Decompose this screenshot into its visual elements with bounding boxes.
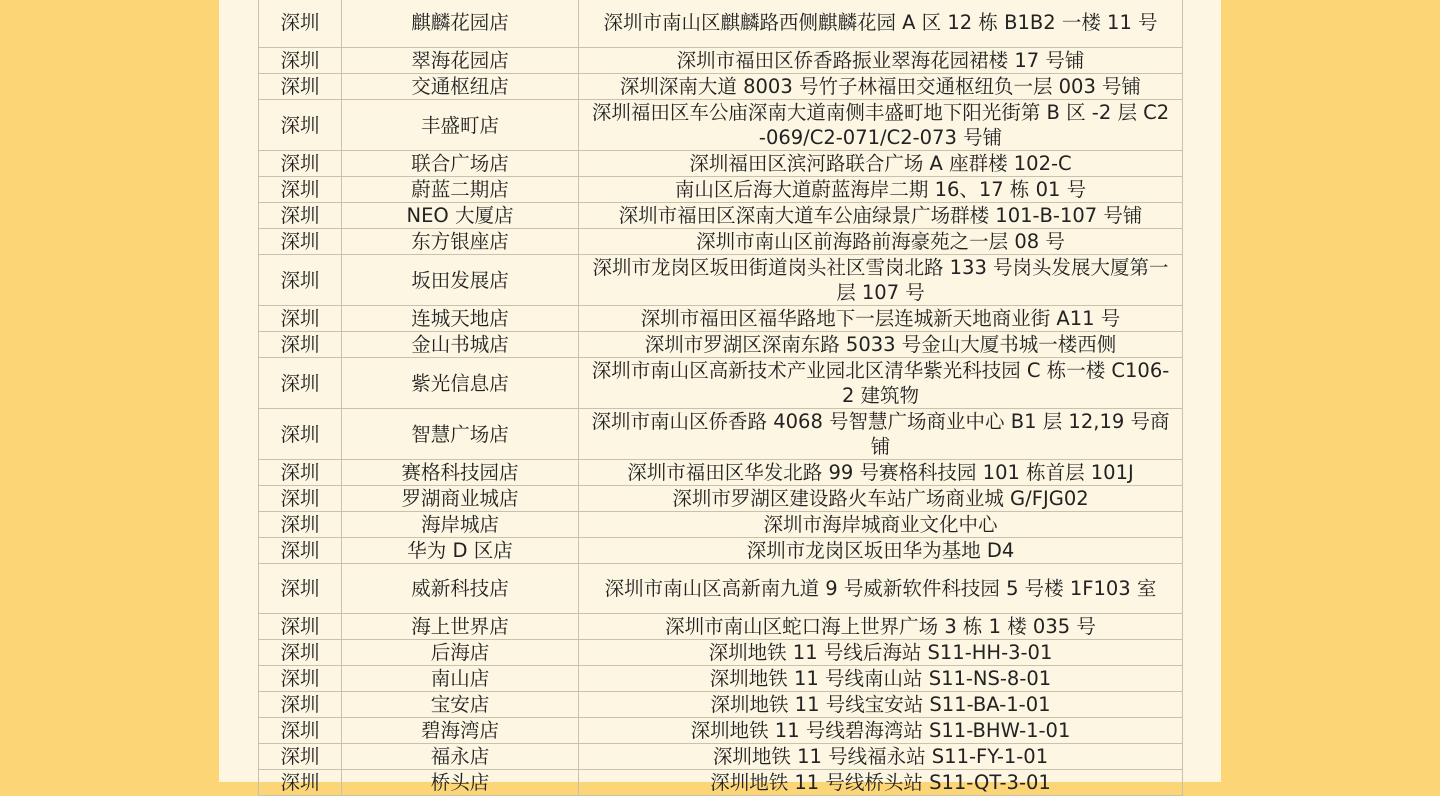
address-cell: 深圳地铁 11 号线福永站 S11-FY-1-01 [579,744,1183,770]
city-cell: 深圳 [259,486,342,512]
city-cell: 深圳 [259,332,342,358]
table-row [259,177,1183,203]
store-name-cell: 海岸城店 [342,512,579,538]
store-name-cell: 联合广场店 [342,151,579,177]
store-name-cell: 紫光信息店 [342,358,579,409]
city-cell: 深圳 [259,614,342,640]
table-row [259,564,1183,614]
table-row [259,100,1183,151]
store-name-cell: 赛格科技园店 [342,460,579,486]
address-cell: 深圳市福田区华发北路 99 号赛格科技园 101 栋首层 101J [579,460,1183,486]
store-name-cell: 福永店 [342,744,579,770]
city-cell: 深圳 [259,460,342,486]
city-cell: 深圳 [259,538,342,564]
table-row [259,614,1183,640]
address-cell: 深圳地铁 11 号线桥头站 S11-QT-3-01 [579,770,1183,796]
city-cell: 深圳 [259,255,342,306]
store-name-cell: 华为 D 区店 [342,538,579,564]
city-cell: 深圳 [259,151,342,177]
table-row [259,512,1183,538]
address-cell: 深圳地铁 11 号线宝安站 S11-BA-1-01 [579,692,1183,718]
table-row [259,538,1183,564]
address-cell: 深圳市南山区侨香路 4068 号智慧广场商业中心 B1 层 12,19 号商铺 [579,409,1183,460]
table-row [259,640,1183,666]
address-cell: 深圳市南山区麒麟路西侧麒麟花园 A 区 12 栋 B1B2 一楼 11 号 [579,0,1183,48]
store-name-cell: 后海店 [342,640,579,666]
table-row [259,692,1183,718]
store-table [258,0,1183,796]
table-row [259,358,1183,409]
address-cell: 深圳市海岸城商业文化中心 [579,512,1183,538]
city-cell: 深圳 [259,744,342,770]
address-cell: 深圳市罗湖区建设路火车站广场商业城 G/FJG02 [579,486,1183,512]
store-name-cell: 碧海湾店 [342,718,579,744]
table-row [259,744,1183,770]
address-cell: 深圳市罗湖区深南东路 5033 号金山大厦书城一楼西侧 [579,332,1183,358]
city-cell: 深圳 [259,177,342,203]
city-cell: 深圳 [259,74,342,100]
city-cell: 深圳 [259,512,342,538]
city-cell: 深圳 [259,203,342,229]
store-name-cell: 连城天地店 [342,306,579,332]
store-table-body [259,0,1183,796]
city-cell: 深圳 [259,48,342,74]
city-cell: 深圳 [259,640,342,666]
store-name-cell: 麒麟花园店 [342,0,579,48]
city-cell: 深圳 [259,358,342,409]
store-name-cell: 东方银座店 [342,229,579,255]
address-cell: 深圳地铁 11 号线碧海湾站 S11-BHW-1-01 [579,718,1183,744]
store-name-cell: 金山书城店 [342,332,579,358]
city-cell: 深圳 [259,306,342,332]
address-cell: 深圳福田区滨河路联合广场 A 座群楼 102-C [579,151,1183,177]
address-cell: 深圳地铁 11 号线后海站 S11-HH-3-01 [579,640,1183,666]
store-name-cell: 丰盛町店 [342,100,579,151]
store-name-cell: NEO 大厦店 [342,203,579,229]
address-cell: 深圳地铁 11 号线南山站 S11-NS-8-01 [579,666,1183,692]
address-cell: 深圳市南山区高新南九道 9 号威新软件科技园 5 号楼 1F103 室 [579,564,1183,614]
document-page [219,0,1221,794]
table-row [259,460,1183,486]
address-cell: 深圳市福田区侨香路振业翠海花园裙楼 17 号铺 [579,48,1183,74]
city-cell: 深圳 [259,100,342,151]
store-name-cell: 智慧广场店 [342,409,579,460]
address-cell: 深圳福田区车公庙深南大道南侧丰盛町地下阳光街第 B 区 -2 层 C2-069/C2-071/C2-073 号铺 [579,100,1183,151]
city-cell: 深圳 [259,0,342,48]
store-name-cell: 蔚蓝二期店 [342,177,579,203]
store-name-cell: 桥头店 [342,770,579,796]
city-cell: 深圳 [259,718,342,744]
table-row [259,306,1183,332]
table-row [259,229,1183,255]
address-cell: 深圳市南山区高新技术产业园北区清华紫光科技园 C 栋一楼 C106-2 建筑物 [579,358,1183,409]
table-row [259,255,1183,306]
address-cell: 深圳深南大道 8003 号竹子林福田交通枢纽负一层 003 号铺 [579,74,1183,100]
address-cell: 深圳市南山区前海路前海豪苑之一层 08 号 [579,229,1183,255]
city-cell: 深圳 [259,666,342,692]
store-name-cell: 翠海花园店 [342,48,579,74]
city-cell: 深圳 [259,770,342,796]
table-row [259,48,1183,74]
table-row [259,666,1183,692]
address-cell: 深圳市南山区蛇口海上世界广场 3 栋 1 楼 035 号 [579,614,1183,640]
city-cell: 深圳 [259,692,342,718]
store-name-cell: 南山店 [342,666,579,692]
address-cell: 深圳市福田区深南大道车公庙绿景广场群楼 101-B-107 号铺 [579,203,1183,229]
store-name-cell: 海上世界店 [342,614,579,640]
table-row [259,718,1183,744]
table-row [259,203,1183,229]
city-cell: 深圳 [259,229,342,255]
table-row [259,332,1183,358]
address-cell: 深圳市龙岗区坂田街道岗头社区雪岗北路 133 号岗头发展大厦第一层 107 号 [579,255,1183,306]
store-name-cell: 宝安店 [342,692,579,718]
address-cell: 南山区后海大道蔚蓝海岸二期 16、17 栋 01 号 [579,177,1183,203]
address-cell: 深圳市龙岗区坂田华为基地 D4 [579,538,1183,564]
store-name-cell: 罗湖商业城店 [342,486,579,512]
store-name-cell: 威新科技店 [342,564,579,614]
table-row [259,409,1183,460]
city-cell: 深圳 [259,564,342,614]
table-row [259,0,1183,48]
table-row [259,486,1183,512]
city-cell: 深圳 [259,409,342,460]
store-name-cell: 坂田发展店 [342,255,579,306]
store-name-cell: 交通枢纽店 [342,74,579,100]
address-cell: 深圳市福田区福华路地下一层连城新天地商业街 A11 号 [579,306,1183,332]
table-row [259,74,1183,100]
table-row [259,151,1183,177]
table-row [259,770,1183,796]
